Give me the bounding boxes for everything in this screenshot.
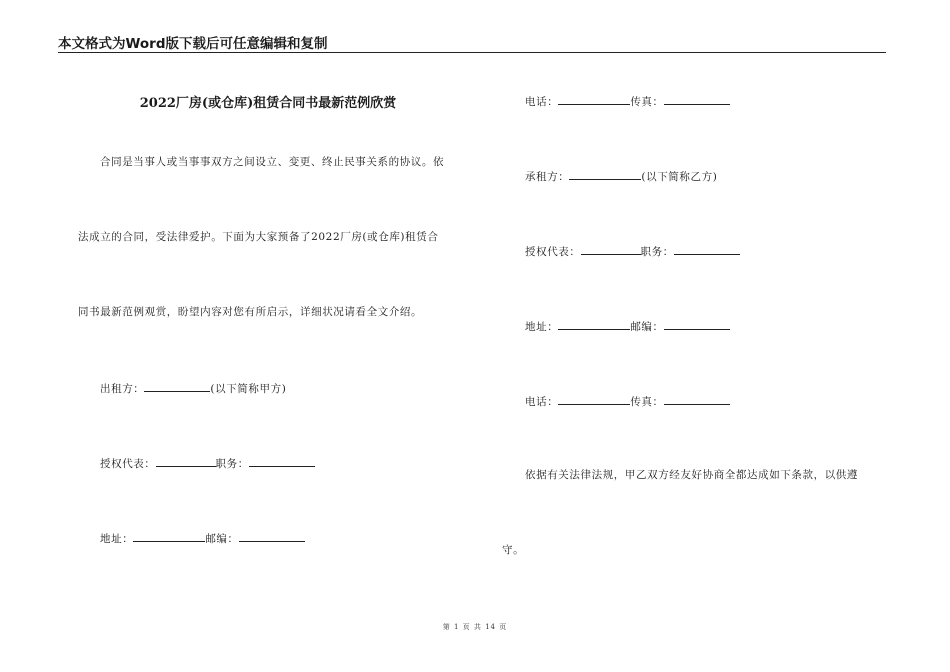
post-label: 职务： bbox=[640, 246, 674, 258]
header-divider bbox=[58, 52, 886, 53]
rep-blank bbox=[156, 455, 216, 467]
rep-label: 授权代表： bbox=[100, 458, 156, 470]
lessee-address-row bbox=[525, 318, 730, 334]
intro-line-3: 同书最新范例观赏，盼望内容对您有所启示，详细状况请看全文介绍。 bbox=[78, 306, 423, 318]
zip-label: 邮编： bbox=[630, 321, 664, 333]
fax-blank bbox=[664, 393, 730, 405]
fax-label: 传真： bbox=[630, 96, 664, 108]
lessee-label: 承租方： bbox=[525, 171, 570, 183]
lessee-phone-row bbox=[525, 393, 730, 409]
lessee-row bbox=[525, 168, 717, 184]
zip-label: 邮编： bbox=[205, 533, 239, 545]
lessor-rep-row bbox=[100, 455, 315, 471]
intro-line-2: 法成立的合同，受法律爱护。下面为大家预备了2022厂房(或仓库)租赁合 bbox=[78, 231, 439, 243]
lessee-blank bbox=[569, 168, 641, 180]
phone-blank bbox=[558, 393, 630, 405]
lessor-blank bbox=[144, 380, 210, 392]
phone-label: 电话： bbox=[525, 396, 559, 408]
zip-blank bbox=[239, 530, 305, 542]
address-label: 地址： bbox=[100, 533, 134, 545]
rep-blank bbox=[581, 243, 641, 255]
page-number: 第 1 页 共 14 页 bbox=[442, 623, 508, 631]
zip-blank bbox=[664, 318, 730, 330]
clause-line-2: 守。 bbox=[502, 544, 525, 556]
lessor-address-row bbox=[100, 530, 305, 546]
phone-blank bbox=[558, 93, 630, 105]
phone-label: 电话： bbox=[525, 96, 559, 108]
lessee-rep-row bbox=[525, 243, 740, 259]
address-blank bbox=[558, 318, 630, 330]
lessee-note: (以下简称乙方) bbox=[641, 171, 718, 183]
document-title: 2022厂房(或仓库)租赁合同书最新范例欣赏 bbox=[139, 96, 397, 111]
lessor-note: (以下简称甲方) bbox=[210, 383, 287, 395]
intro-line-1: 合同是当事人或当事事双方之间设立、变更、终止民事关系的协议。依 bbox=[100, 156, 445, 168]
address-label: 地址： bbox=[525, 321, 559, 333]
fax-label: 传真： bbox=[630, 396, 664, 408]
rep-label: 授权代表： bbox=[525, 246, 581, 258]
lessor-label: 出租方： bbox=[100, 383, 145, 395]
lessor-phone-row bbox=[525, 93, 730, 109]
document-header: 本文格式为Word版下载后可任意编辑和复制 bbox=[58, 36, 328, 52]
lessor-row bbox=[100, 380, 286, 396]
clause-line-1: 依据有关法律法规，甲乙双方经友好协商全都达成如下条款，以供遵 bbox=[525, 469, 858, 481]
post-blank bbox=[249, 455, 315, 467]
post-blank bbox=[674, 243, 740, 255]
post-label: 职务： bbox=[215, 458, 249, 470]
fax-blank bbox=[664, 93, 730, 105]
address-blank bbox=[133, 530, 205, 542]
